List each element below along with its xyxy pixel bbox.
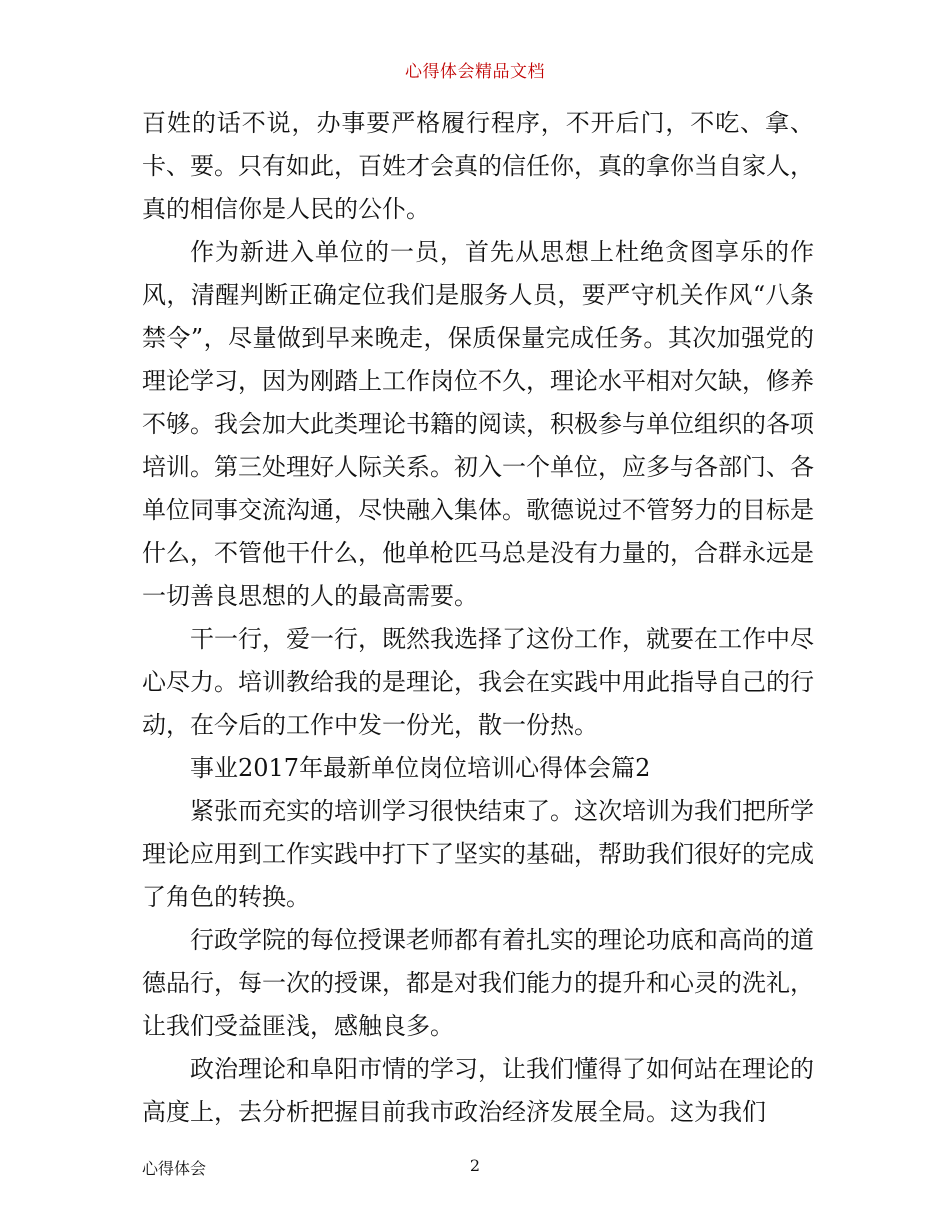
paragraph-dedication: 干一行，爱一行，既然我选择了这份工作，就要在工作中尽心尽力。培训教给我的是理论，我会在实践中用此指导自己的行动，在今后的工作中发一份光，散一份热。 [142,625,814,739]
paragraph-training-end: 紧张而充实的培训学习很快结束了。这次培训为我们把所学理论应用到工作实践中打下了坚实的基础，帮助我们很好的完成了角色的转换。 [142,797,814,911]
document-body [142,102,814,1134]
page-number: 2 [469,1156,481,1175]
paragraph-teachers: 行政学院的每位授课老师都有着扎实的理论功底和高尚的道德品行，每一次的授课，都是对我们能力的提升和心灵的洗礼，让我们受益匪浅，感触良多。 [142,926,814,1040]
page-header-title: 心得体会精品文档 [405,62,545,82]
paragraph-political-theory: 政治理论和阜阳市情的学习，让我们懂得了如何站在理论的高度上，去分析把握目前我市政治经济发展全局。这为我们 [142,1055,814,1126]
paragraph-continuation: 百姓的话不说，办事要严格履行程序，不开后门，不吃、拿、卡、要。只有如此，百姓才会真的信任你，真的拿你当自家人，真的相信你是人民的公仆。 [142,109,814,223]
section-heading: 事业2017年最新单位岗位培训心得体会篇2 [190,754,651,782]
paragraph-work-style: 作为新进入单位的一员，首先从思想上杜绝贪图享乐的作风，清醒判断正确定位我们是服务人员，要严守机关作风“八条禁令”，尽量做到早来晚走，保质保量完成任务。其次加强党的理论学习，因为刚踏上工作岗位不久，理论水平相对欠缺，修养不够。我会加大此类理论书籍的阅读，积极参与单位组织的各项培训。第三处理好人际关系。初入一个单位，应多与各部门、各单位同事交流沟通，尽快融入集体。歌德说过不管努力的目标是什么，不管他干什么，他单枪匹马总是没有力量的，合群永远是一切善良思想的人的最高需要。 [142,238,814,610]
page-footer-label: 心得体会 [142,1159,207,1178]
